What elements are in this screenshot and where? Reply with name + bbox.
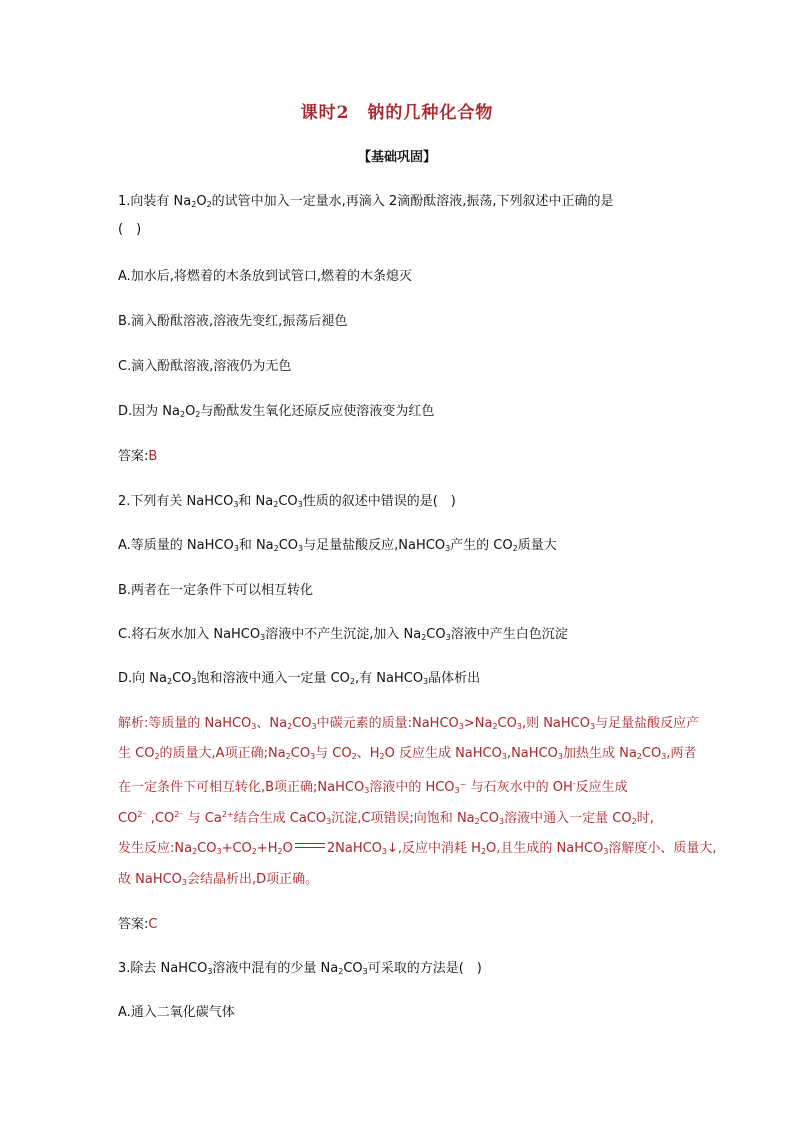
q2-explanation-line-3: 在一定条件下可相互转化,B项正确;NaHCO$_3$溶液中的 $HCO_3^-$ 与石灰水中的 OH-反应生成 bbox=[118, 779, 628, 795]
q1-option-d: D.因为 $Na_2O_2$与酚酞发生氧化还原反应使溶液变为红色 bbox=[118, 404, 435, 419]
q2-explanation-line-2: 生 $CO_2$的质量大,A项正确$;Na_2CO_3$与 $CO_2$、$H_2O$ 反应生成 NaHCO$_3$,NaHCO$_3$加热生成 $Na_2CO_3$,两者 bbox=[118, 746, 697, 761]
q1-option-a: A.加水后,将燃着的木条放到试管口,燃着的木条熄灭 bbox=[118, 269, 413, 284]
q2-option-b: B.两者在一定条件下可以相互转化 bbox=[118, 583, 314, 598]
q2-stem: 2.下列有关 NaHCO$_3$和 $Na_2CO_3$性质的叙述中错误的是( ) bbox=[118, 494, 456, 509]
q2-option-c: C.将石灰水加入 NaHCO$_3$溶液中不产生沉淀,加入 $Na_2CO_3$溶液中产生白色沉淀 bbox=[118, 627, 568, 642]
q1-option-c: C.滴入酚酞溶液,溶液仍为无色 bbox=[118, 359, 292, 374]
q2-option-d: D.向 $Na_2CO_3$饱和溶液中通入一定量 $CO_2$,有 NaHCO$_3$晶体析出 bbox=[118, 671, 481, 686]
q2-answer: 答案:C bbox=[118, 917, 158, 932]
q3-stem: 3.除去 NaHCO$_3$溶液中混有的少量 $Na_2CO_3$可采取的方法是( ) bbox=[118, 961, 482, 976]
q2-explanation-line-1: 解析:等质量的 NaHCO$_3$、$Na_2CO_3$中碳元素的质量$:NaHCO_3>Na_2CO_3$,则 NaHCO$_3$与足量盐酸反应产 bbox=[118, 716, 700, 731]
q1-answer-value: B bbox=[148, 449, 158, 464]
q1-answer: 答案:B bbox=[118, 449, 158, 464]
page-title: 课时2 钠的几种化合物 bbox=[300, 103, 494, 123]
q1-paren: ( ) bbox=[118, 222, 142, 237]
equation-equals-bar bbox=[295, 843, 325, 848]
q1-option-b: B.滴入酚酞溶液,溶液先变红,振荡后褪色 bbox=[118, 314, 348, 329]
section-heading: 【基础巩固】 bbox=[357, 150, 436, 165]
q2-answer-value: C bbox=[148, 917, 158, 932]
q2-option-a: A.等质量的 NaHCO$_3$和 $Na_2CO_3$与足量盐酸反应,NaHCO$_3$产生的 $CO_2$质量大 bbox=[118, 538, 557, 553]
q2-explanation-line-5: 发生反应$:Na_2CO_3+CO_2+H_2O$ 2NaHCO$_3$↓,反应中消耗 $H_2O$,且生成的 NaHCO$_3$溶解度小、质量大, bbox=[118, 841, 717, 856]
q2-explanation-line-6: 故 NaHCO$_3$会结晶析出,D项正确。 bbox=[118, 872, 319, 887]
q2-explanation-line-4: $CO^{2^-}$ $,CO^{2^-}$ 与 $Ca^{2+}$结合生成 CaCO$_3$沉淀,C项错误;向饱和 $Na_2CO_3$溶液中通入一定量 $CO_2$时, bbox=[118, 810, 654, 826]
q3-option-a: A.通入二氧化碳气体 bbox=[118, 1005, 235, 1020]
q1-stem: 1.向装有 $Na_2O_2$的试管中加入一定量水,再滴入 2滴酚酞溶液,振荡,下列叙述中正确的是 bbox=[118, 194, 614, 209]
